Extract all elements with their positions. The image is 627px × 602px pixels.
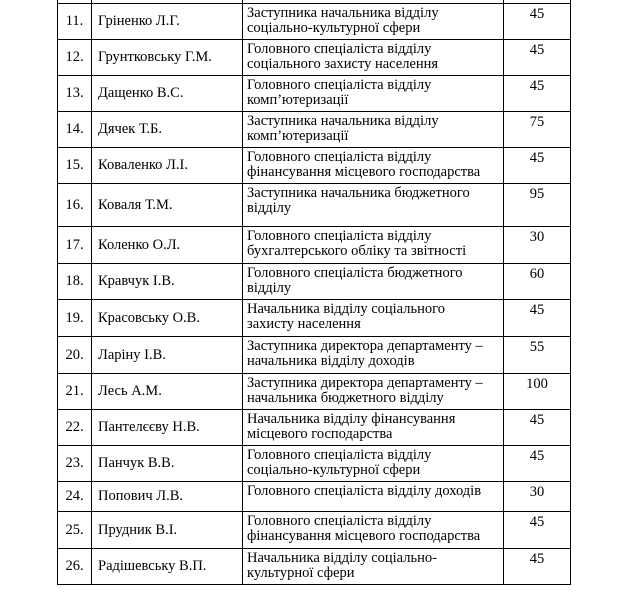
cell-position xyxy=(243,337,504,374)
cell-amount: 45 xyxy=(504,40,571,76)
cell-number: 24. xyxy=(58,482,92,512)
table-row xyxy=(58,112,571,148)
cell-name: Грунтковську Г.М. xyxy=(92,40,243,76)
position-line-2: соціально-культурної сфери xyxy=(247,463,421,478)
table-row xyxy=(58,184,571,227)
cell-number: 21. xyxy=(58,374,92,410)
position-line-2: фінансування місцевого господарства xyxy=(247,165,481,180)
position-line-2: соціально-культурної сфери xyxy=(247,21,421,36)
cell-name: Коваля Т.М. xyxy=(92,184,243,227)
cell-name: Лесь А.М. xyxy=(92,374,243,410)
position-line-2: культурної сфери xyxy=(247,566,355,581)
cell-number: 23. xyxy=(58,446,92,482)
cell-position xyxy=(243,446,504,482)
cell-name: Красовську О.В. xyxy=(92,300,243,337)
position-line-1: Заступника директора департаменту – xyxy=(247,376,483,391)
staff-bonus-table xyxy=(57,0,571,585)
cell-number: 12. xyxy=(58,40,92,76)
cell-name: Коваленко Л.І. xyxy=(92,148,243,184)
cell-name: Коленко О.Л. xyxy=(92,227,243,264)
position-line-1: Начальника відділу фінансування xyxy=(247,412,456,427)
cell-number: 18. xyxy=(58,264,92,300)
table-row xyxy=(58,549,571,585)
cell-position xyxy=(243,4,504,40)
position-line-2: місцевого господарства xyxy=(247,427,393,442)
position-line-2: комп’ютеризації xyxy=(247,93,349,108)
table-row xyxy=(58,410,571,446)
cell-number: 16. xyxy=(58,184,92,227)
cell-position xyxy=(243,76,504,112)
position-line-1: Головного спеціаліста відділу xyxy=(247,78,432,93)
table-row xyxy=(58,4,571,40)
position-line-2: комп’ютеризації xyxy=(247,129,349,144)
position-line-2: бухгалтерського обліку та звітності xyxy=(247,244,467,259)
position-line-2: захисту населення xyxy=(247,317,361,332)
cell-amount: 45 xyxy=(504,300,571,337)
position-line-2: соціального захисту населення xyxy=(247,57,439,72)
position-line-1: Головного спеціаліста відділу xyxy=(247,150,432,165)
position-line-1: Головного спеціаліста бюджетного xyxy=(247,266,463,281)
cell-name: Гріненко Л.Г. xyxy=(92,4,243,40)
cell-name: Радішевську В.П. xyxy=(92,549,243,585)
cell-number: 11. xyxy=(58,4,92,40)
table-row xyxy=(58,337,571,374)
cell-number: 17. xyxy=(58,227,92,264)
cell-number: 19. xyxy=(58,300,92,337)
cell-number: 15. xyxy=(58,148,92,184)
cell-amount: 45 xyxy=(504,410,571,446)
cell-position xyxy=(243,482,504,512)
cell-number: 14. xyxy=(58,112,92,148)
table-row xyxy=(58,76,571,112)
cell-amount: 55 xyxy=(504,337,571,374)
position-line-2: начальника бюджетного відділу xyxy=(247,391,444,406)
table-row xyxy=(58,227,571,264)
position-line-1: Головного спеціаліста відділу доходів xyxy=(247,484,482,499)
cell-number: 25. xyxy=(58,512,92,549)
cell-position xyxy=(243,148,504,184)
position-line-2: відділу xyxy=(247,201,292,216)
position-line-1: Заступника начальника відділу xyxy=(247,114,439,129)
table-row xyxy=(58,512,571,549)
table-row xyxy=(58,264,571,300)
table-row xyxy=(58,300,571,337)
cell-amount: 45 xyxy=(504,549,571,585)
cell-number: 26. xyxy=(58,549,92,585)
cell-name: Кравчук І.В. xyxy=(92,264,243,300)
cell-position xyxy=(243,264,504,300)
position-line-1: Головного спеціаліста відділу xyxy=(247,229,432,244)
table-row xyxy=(58,374,571,410)
position-line-1: Заступника начальника бюджетного xyxy=(247,186,470,201)
cell-amount: 30 xyxy=(504,227,571,264)
position-line-1: Головного спеціаліста відділу xyxy=(247,514,432,529)
cell-position xyxy=(243,410,504,446)
position-line-1: Головного спеціаліста відділу xyxy=(247,42,432,57)
cell-name: Ларіну І.В. xyxy=(92,337,243,374)
cell-position xyxy=(243,374,504,410)
cell-amount: 45 xyxy=(504,76,571,112)
cell-name: Прудник В.І. xyxy=(92,512,243,549)
cell-name: Панчук В.В. xyxy=(92,446,243,482)
position-line-2: начальника відділу доходів xyxy=(247,354,415,369)
table-row xyxy=(58,482,571,512)
cell-name: Дячек Т.Б. xyxy=(92,112,243,148)
cell-amount: 45 xyxy=(504,148,571,184)
cell-name: Пантелєєву Н.В. xyxy=(92,410,243,446)
cell-amount: 30 xyxy=(504,482,571,512)
position-line-1: Начальника відділу соціально- xyxy=(247,551,437,566)
cell-number: 13. xyxy=(58,76,92,112)
position-line-1: Начальника відділу соціального xyxy=(247,302,445,317)
cell-amount: 75 xyxy=(504,112,571,148)
cell-amount: 60 xyxy=(504,264,571,300)
cell-number: 22. xyxy=(58,410,92,446)
cell-amount: 45 xyxy=(504,446,571,482)
cell-position xyxy=(243,512,504,549)
position-line-2: фінансування місцевого господарства xyxy=(247,529,481,544)
table-row xyxy=(58,148,571,184)
cell-position xyxy=(243,227,504,264)
cell-amount: 45 xyxy=(504,4,571,40)
position-line-1: Головного спеціаліста відділу xyxy=(247,448,432,463)
cell-amount: 95 xyxy=(504,184,571,227)
table-row xyxy=(58,40,571,76)
cell-name: Дащенко В.С. xyxy=(92,76,243,112)
position-line-2: відділу xyxy=(247,281,292,296)
cell-amount: 45 xyxy=(504,512,571,549)
cell-number: 20. xyxy=(58,337,92,374)
cell-position xyxy=(243,40,504,76)
cell-position xyxy=(243,112,504,148)
cell-amount: 100 xyxy=(504,374,571,410)
position-line-1: Заступника директора департаменту – xyxy=(247,339,483,354)
position-line-1: Заступника начальника відділу xyxy=(247,6,439,21)
cell-position xyxy=(243,184,504,227)
cell-position xyxy=(243,0,504,4)
cell-position xyxy=(243,300,504,337)
table-row xyxy=(58,446,571,482)
cell-position xyxy=(243,549,504,585)
cell-name: Попович Л.В. xyxy=(92,482,243,512)
